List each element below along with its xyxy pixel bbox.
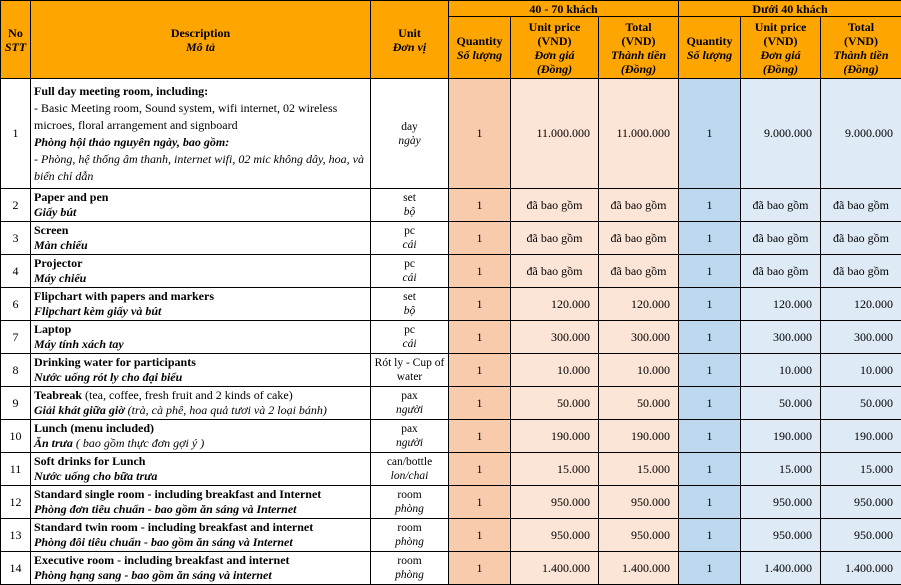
quantity-cell: 1 bbox=[449, 387, 511, 420]
quantity-cell: 1 bbox=[449, 519, 511, 552]
unit-line: phòng bbox=[371, 568, 448, 582]
header-unit-en: Unit bbox=[371, 26, 448, 40]
header-total-en: Total bbox=[821, 20, 901, 34]
table-row bbox=[1, 552, 901, 585]
row-number-cell: 14 bbox=[1, 552, 31, 585]
total-cell: 50.000 bbox=[821, 387, 901, 420]
unit-line: cái bbox=[371, 271, 448, 285]
unit-cell bbox=[371, 222, 449, 255]
table-row bbox=[1, 486, 901, 519]
description-cell bbox=[31, 79, 371, 189]
header-total-en: Total bbox=[599, 20, 678, 34]
unit-line: cái bbox=[371, 337, 448, 351]
description-line: Phòng hạng sang - bao gồm ăn sáng và internet bbox=[34, 568, 367, 583]
table-row bbox=[1, 79, 901, 189]
unit-line: ngày bbox=[371, 134, 448, 148]
row-number-cell: 12 bbox=[1, 486, 31, 519]
description-line: Standard twin room - including breakfast and internet bbox=[34, 520, 367, 535]
table-row bbox=[1, 189, 901, 222]
header-quantity-en: Quantity bbox=[449, 34, 510, 48]
unit-line: người bbox=[371, 436, 448, 450]
unit-price-cell: 9.000.000 bbox=[741, 79, 821, 189]
row-number-cell: 4 bbox=[1, 255, 31, 288]
description-cell bbox=[31, 552, 371, 585]
unit-price-cell: 950.000 bbox=[511, 486, 599, 519]
total-cell: 950.000 bbox=[821, 519, 901, 552]
unit-line: set bbox=[371, 191, 448, 205]
unit-cell bbox=[371, 321, 449, 354]
total-cell: 950.000 bbox=[599, 519, 679, 552]
description-line: Nước uống cho bữa trưa bbox=[34, 469, 367, 484]
header-total-currency: (VND) bbox=[599, 34, 678, 48]
unit-line: pax bbox=[371, 389, 448, 403]
total-cell: đã bao gồm bbox=[821, 222, 901, 255]
unit-price-cell: đã bao gồm bbox=[741, 189, 821, 222]
row-number-cell: 13 bbox=[1, 519, 31, 552]
description-cell bbox=[31, 255, 371, 288]
unit-line: room bbox=[371, 554, 448, 568]
description-line: Drinking water for participants bbox=[34, 355, 367, 370]
table-row bbox=[1, 453, 901, 486]
quantity-cell: 1 bbox=[679, 288, 741, 321]
row-number-cell: 10 bbox=[1, 420, 31, 453]
unit-cell bbox=[371, 552, 449, 585]
header-unit bbox=[371, 1, 449, 79]
quantity-cell: 1 bbox=[679, 552, 741, 585]
row-number-cell: 9 bbox=[1, 387, 31, 420]
header-quantity-40-70 bbox=[449, 17, 511, 79]
total-cell: 50.000 bbox=[599, 387, 679, 420]
unit-line: pax bbox=[371, 422, 448, 436]
unit-cell bbox=[371, 189, 449, 222]
quantity-cell: 1 bbox=[449, 321, 511, 354]
description-line: - Phòng, hệ thống âm thanh, internet wifi, 02 mic không dây, hoa, và biển chỉ dẫn bbox=[34, 151, 367, 185]
row-number-cell: 1 bbox=[1, 79, 31, 189]
description-cell bbox=[31, 288, 371, 321]
unit-price-cell: 1.400.000 bbox=[511, 552, 599, 585]
unit-price-cell: 15.000 bbox=[741, 453, 821, 486]
header-total-40-70 bbox=[599, 17, 679, 79]
total-cell: 10.000 bbox=[821, 354, 901, 387]
description-line: Paper and pen bbox=[34, 190, 367, 205]
unit-line: pc bbox=[371, 224, 448, 238]
description-line: Máy tính xách tay bbox=[34, 337, 367, 352]
header-unit-price-en: Unit price bbox=[511, 20, 598, 34]
description-line: Soft drinks for Lunch bbox=[34, 454, 367, 469]
unit-line: cái bbox=[371, 238, 448, 252]
description-cell bbox=[31, 354, 371, 387]
quantity-cell: 1 bbox=[679, 222, 741, 255]
unit-line: bộ bbox=[371, 304, 448, 318]
table-row bbox=[1, 255, 901, 288]
unit-line: phòng bbox=[371, 502, 448, 516]
header-total-under-40 bbox=[821, 17, 901, 79]
description-line: Teabreak (tea, coffee, fresh fruit and 2 kinds of cake) bbox=[34, 388, 367, 403]
unit-line: pc bbox=[371, 323, 448, 337]
description-line: Màn chiếu bbox=[34, 238, 367, 253]
quantity-cell: 1 bbox=[449, 288, 511, 321]
description-line: Giấy bút bbox=[34, 205, 367, 220]
description-line: Giải khát giữa giờ (trà, cà phê, hoa quả tươi và 2 loại bánh) bbox=[34, 403, 367, 418]
total-cell: 300.000 bbox=[599, 321, 679, 354]
description-line: Flipchart kèm giấy và bút bbox=[34, 304, 367, 319]
unit-price-cell: 950.000 bbox=[741, 486, 821, 519]
header-description bbox=[31, 1, 371, 79]
table-row bbox=[1, 288, 901, 321]
description-line: Screen bbox=[34, 223, 367, 238]
quantity-cell: 1 bbox=[679, 420, 741, 453]
quantity-cell: 1 bbox=[449, 222, 511, 255]
quantity-cell: 1 bbox=[449, 79, 511, 189]
total-cell: 190.000 bbox=[821, 420, 901, 453]
total-cell: 300.000 bbox=[821, 321, 901, 354]
quantity-cell: 1 bbox=[449, 255, 511, 288]
unit-price-cell: đã bao gồm bbox=[511, 255, 599, 288]
quantity-cell: 1 bbox=[679, 79, 741, 189]
table-header bbox=[1, 1, 901, 79]
unit-line: room bbox=[371, 521, 448, 535]
unit-price-cell: 11.000.000 bbox=[511, 79, 599, 189]
unit-cell bbox=[371, 453, 449, 486]
unit-cell bbox=[371, 288, 449, 321]
table-row bbox=[1, 222, 901, 255]
unit-price-cell: 300.000 bbox=[741, 321, 821, 354]
unit-line: day bbox=[371, 120, 448, 134]
header-unit-price-vi-currency: (Đồng) bbox=[511, 62, 598, 76]
description-cell bbox=[31, 387, 371, 420]
header-total-vi: Thành tiền bbox=[599, 48, 678, 62]
unit-price-cell: 50.000 bbox=[511, 387, 599, 420]
total-cell: đã bao gồm bbox=[821, 255, 901, 288]
unit-price-cell: 300.000 bbox=[511, 321, 599, 354]
quantity-cell: 1 bbox=[679, 486, 741, 519]
quantity-cell: 1 bbox=[679, 387, 741, 420]
description-line: Phòng đôi tiêu chuẩn - bao gồm ăn sáng và Internet bbox=[34, 535, 367, 550]
unit-line: set bbox=[371, 290, 448, 304]
unit-price-cell: 950.000 bbox=[511, 519, 599, 552]
group-header-40-70: 40 - 70 khách bbox=[449, 1, 679, 17]
total-cell: 190.000 bbox=[599, 420, 679, 453]
unit-price-cell: đã bao gồm bbox=[741, 222, 821, 255]
table-row bbox=[1, 354, 901, 387]
description-line: - Basic Meeting room, Sound system, wifi internet, 02 wireless microes, floral arrangement and signboard bbox=[34, 100, 367, 134]
quantity-cell: 1 bbox=[449, 486, 511, 519]
header-unit-price-vi: Đơn giá bbox=[511, 48, 598, 62]
unit-price-cell: 120.000 bbox=[511, 288, 599, 321]
table-row bbox=[1, 519, 901, 552]
total-cell: 950.000 bbox=[821, 486, 901, 519]
unit-line: can/bottle bbox=[371, 455, 448, 469]
total-cell: 15.000 bbox=[599, 453, 679, 486]
header-quantity-vi: Số lượng bbox=[449, 48, 510, 62]
total-cell: 120.000 bbox=[599, 288, 679, 321]
group-header-row bbox=[1, 1, 901, 17]
total-cell: đã bao gồm bbox=[599, 255, 679, 288]
header-no bbox=[1, 1, 31, 79]
header-total-vi-currency: (Đồng) bbox=[821, 62, 901, 76]
description-line: Nước uống rót ly cho đại biểu bbox=[34, 370, 367, 385]
quantity-cell: 1 bbox=[679, 453, 741, 486]
unit-line: Rót ly - Cup of water bbox=[371, 356, 448, 384]
header-unit-price-40-70 bbox=[511, 17, 599, 79]
unit-price-cell: 10.000 bbox=[741, 354, 821, 387]
total-cell: 9.000.000 bbox=[821, 79, 901, 189]
unit-price-cell: 15.000 bbox=[511, 453, 599, 486]
description-line: Projector bbox=[34, 256, 367, 271]
quantity-cell: 1 bbox=[449, 189, 511, 222]
description-line: Ăn trưa ( bao gồm thực đơn gợi ý ) bbox=[34, 436, 367, 451]
unit-price-cell: 120.000 bbox=[741, 288, 821, 321]
total-cell: 950.000 bbox=[599, 486, 679, 519]
header-no-en: No bbox=[1, 26, 30, 40]
total-cell: 1.400.000 bbox=[821, 552, 901, 585]
quantity-cell: 1 bbox=[679, 519, 741, 552]
quantity-cell: 1 bbox=[679, 321, 741, 354]
total-cell: đã bao gồm bbox=[599, 189, 679, 222]
description-cell bbox=[31, 222, 371, 255]
unit-price-cell: 1.400.000 bbox=[741, 552, 821, 585]
unit-line: pc bbox=[371, 257, 448, 271]
table-row bbox=[1, 420, 901, 453]
unit-cell bbox=[371, 420, 449, 453]
unit-cell bbox=[371, 354, 449, 387]
header-total-vi: Thành tiền bbox=[821, 48, 901, 62]
header-unit-price-en: Unit price bbox=[741, 20, 820, 34]
header-no-vi: STT bbox=[1, 40, 30, 54]
header-total-vi-currency: (Đồng) bbox=[599, 62, 678, 76]
header-unit-price-currency: (VND) bbox=[511, 34, 598, 48]
description-cell bbox=[31, 420, 371, 453]
description-cell bbox=[31, 453, 371, 486]
quantity-cell: 1 bbox=[449, 552, 511, 585]
description-line: Lunch (menu included) bbox=[34, 421, 367, 436]
unit-line: room bbox=[371, 488, 448, 502]
unit-line: lon/chai bbox=[371, 469, 448, 483]
unit-cell bbox=[371, 486, 449, 519]
description-line: Standard single room - including breakfast and Internet bbox=[34, 487, 367, 502]
unit-price-cell: 50.000 bbox=[741, 387, 821, 420]
description-line: Phòng đơn tiêu chuẩn - bao gồm ăn sáng và Internet bbox=[34, 502, 367, 517]
row-number-cell: 7 bbox=[1, 321, 31, 354]
group-header-under-40: Dưới 40 khách bbox=[679, 1, 901, 17]
unit-price-cell: 950.000 bbox=[741, 519, 821, 552]
description-cell bbox=[31, 486, 371, 519]
description-cell bbox=[31, 519, 371, 552]
unit-cell bbox=[371, 387, 449, 420]
header-total-currency: (VND) bbox=[821, 34, 901, 48]
description-line: Phòng hội thảo nguyên ngày, bao gồm: bbox=[34, 134, 367, 151]
unit-line: bộ bbox=[371, 205, 448, 219]
header-quantity-under-40 bbox=[679, 17, 741, 79]
unit-price-cell: đã bao gồm bbox=[741, 255, 821, 288]
row-number-cell: 8 bbox=[1, 354, 31, 387]
quantity-cell: 1 bbox=[449, 354, 511, 387]
total-cell: đã bao gồm bbox=[821, 189, 901, 222]
unit-price-cell: đã bao gồm bbox=[511, 189, 599, 222]
unit-line: phòng bbox=[371, 535, 448, 549]
total-cell: 1.400.000 bbox=[599, 552, 679, 585]
unit-cell bbox=[371, 255, 449, 288]
header-unit-price-currency: (VND) bbox=[741, 34, 820, 48]
quantity-cell: 1 bbox=[679, 354, 741, 387]
unit-line: người bbox=[371, 403, 448, 417]
header-quantity-en: Quantity bbox=[679, 34, 740, 48]
row-number-cell: 2 bbox=[1, 189, 31, 222]
table-row bbox=[1, 387, 901, 420]
total-cell: 11.000.000 bbox=[599, 79, 679, 189]
unit-price-cell: 190.000 bbox=[741, 420, 821, 453]
header-unit-price-vi: Đơn giá bbox=[741, 48, 820, 62]
description-line: Máy chiếu bbox=[34, 271, 367, 286]
description-line: Flipchart with papers and markers bbox=[34, 289, 367, 304]
quantity-cell: 1 bbox=[449, 420, 511, 453]
quantity-cell: 1 bbox=[679, 255, 741, 288]
description-cell bbox=[31, 189, 371, 222]
header-unit-price-under-40 bbox=[741, 17, 821, 79]
unit-cell bbox=[371, 519, 449, 552]
total-cell: đã bao gồm bbox=[599, 222, 679, 255]
quantity-cell: 1 bbox=[679, 189, 741, 222]
header-quantity-vi: Số lượng bbox=[679, 48, 740, 62]
unit-price-cell: đã bao gồm bbox=[511, 222, 599, 255]
row-number-cell: 11 bbox=[1, 453, 31, 486]
header-unit-vi: Đơn vị bbox=[371, 40, 448, 54]
total-cell: 120.000 bbox=[821, 288, 901, 321]
row-number-cell: 6 bbox=[1, 288, 31, 321]
total-cell: 15.000 bbox=[821, 453, 901, 486]
table-body bbox=[1, 79, 901, 585]
unit-price-cell: 10.000 bbox=[511, 354, 599, 387]
description-line: Laptop bbox=[34, 322, 367, 337]
quantity-cell: 1 bbox=[449, 453, 511, 486]
description-cell bbox=[31, 321, 371, 354]
header-unit-price-vi-currency: (Đồng) bbox=[741, 62, 820, 76]
description-line: Full day meeting room, including: bbox=[34, 83, 367, 100]
header-description-en: Description bbox=[31, 26, 370, 40]
row-number-cell: 3 bbox=[1, 222, 31, 255]
table-row bbox=[1, 321, 901, 354]
description-line: Executive room - including breakfast and internet bbox=[34, 553, 367, 568]
header-description-vi: Mô tả bbox=[31, 40, 370, 54]
total-cell: 10.000 bbox=[599, 354, 679, 387]
unit-price-cell: 190.000 bbox=[511, 420, 599, 453]
unit-cell bbox=[371, 79, 449, 189]
